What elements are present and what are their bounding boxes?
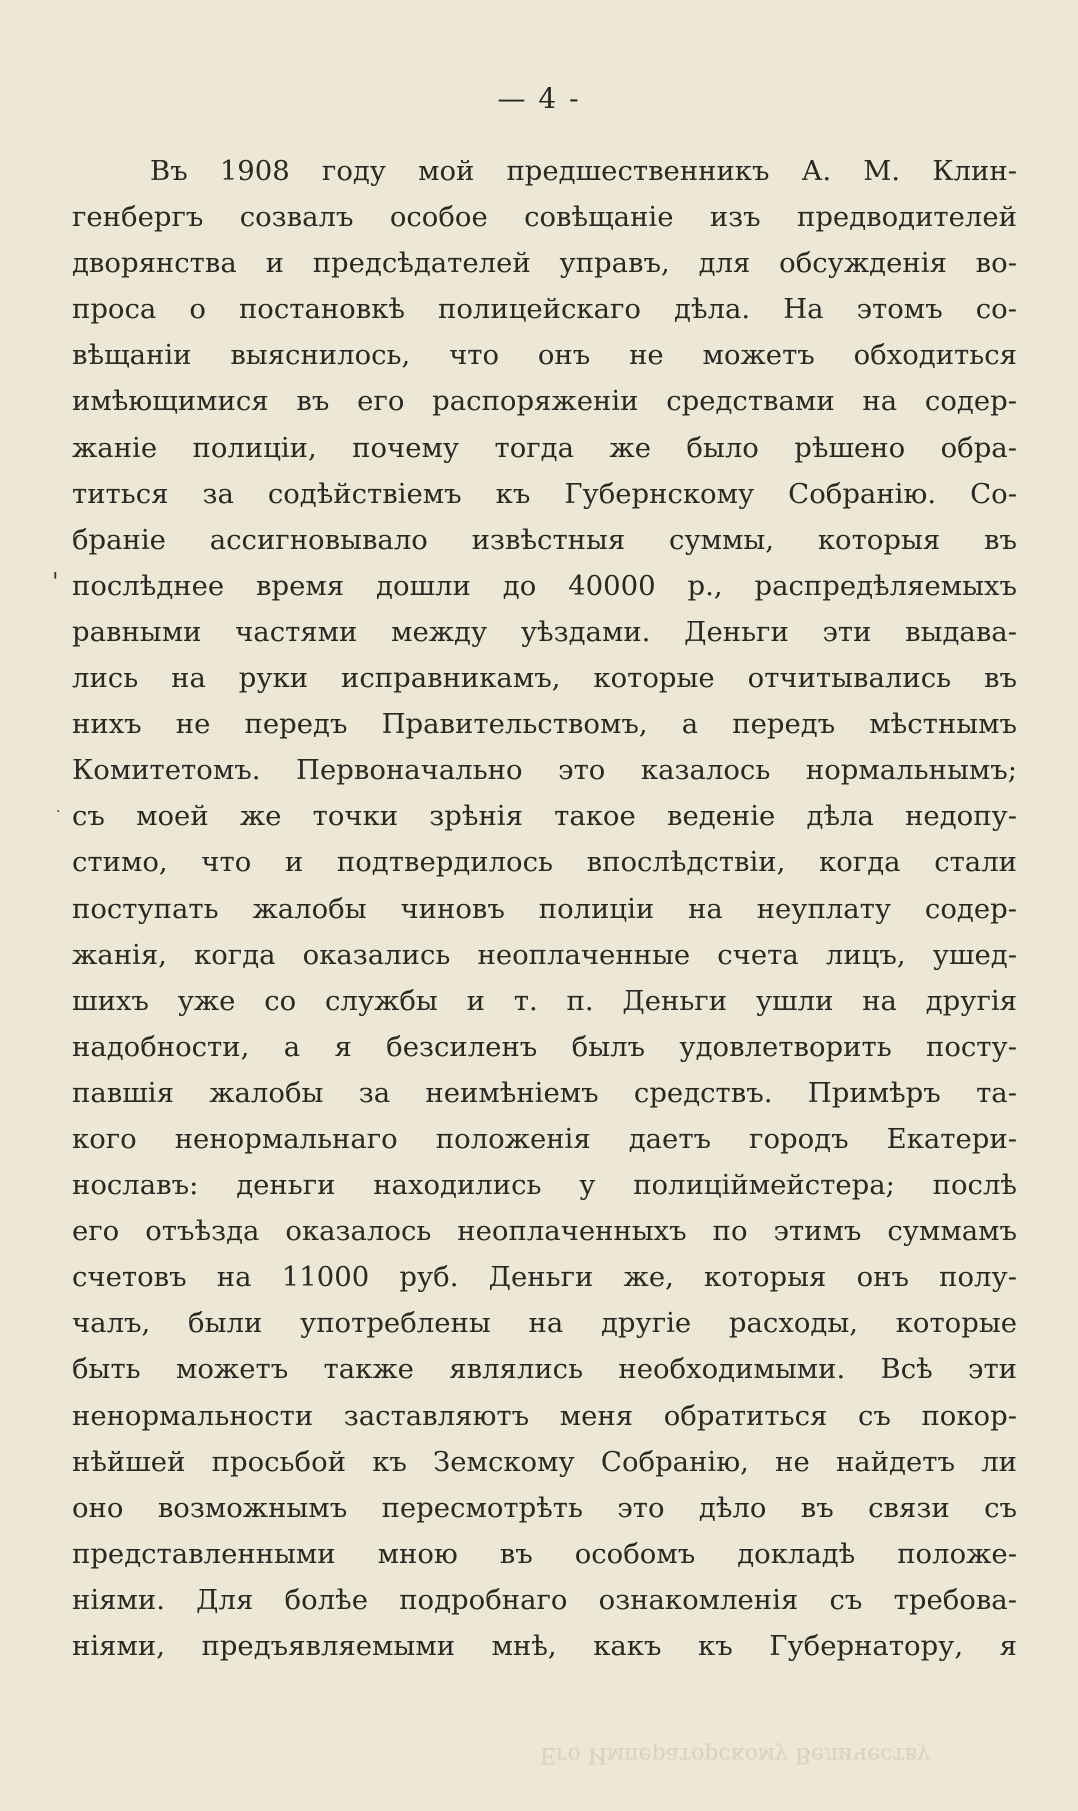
text-line: павшія жалобы за неимѣніемъ средствъ. Примѣръ та- — [72, 1076, 1017, 1109]
text-line: ненормальности заставляютъ меня обратиться съ покор- — [72, 1399, 1017, 1432]
text-line: его отъѣзда оказалось неоплаченныхъ по этимъ суммамъ — [72, 1215, 1017, 1248]
text-line: представленными мною въ особомъ докладѣ положе- — [72, 1537, 1017, 1570]
text-line: дворянства и предсѣдателей управъ, для обсужденія во- — [72, 247, 1017, 280]
page-number: — 4 - — [497, 82, 581, 115]
text-line: имѣющимися въ его распоряженіи средствами на содер- — [72, 385, 1017, 418]
text-line: браніе ассигновывало извѣстныя суммы, которыя въ — [72, 523, 1017, 556]
text-line: Въ 1908 году мой предшественникъ А. М. Клин- — [150, 155, 1017, 187]
text-line: стимо, что и подтвердилось впослѣдствіи, когда стали — [72, 846, 1017, 879]
text-line: кого ненормальнаго положенія даетъ городъ Екатери- — [72, 1122, 1017, 1155]
text-line: лись на руки исправникамъ, которые отчитывались въ — [72, 662, 1017, 695]
bleed-through-text: Его Императорскому Величеству — [540, 1742, 931, 1767]
text-line: равными частями между уѣздами. Деньги эти выдава- — [72, 615, 1017, 648]
text-line: ніями. Для болѣе подробнаго ознакомленія съ требова- — [72, 1583, 1017, 1616]
text-line: ніями, предъявляемыми мнѣ, какъ къ Губернатору, я — [72, 1630, 1017, 1662]
text-line: вѣщаніи выяснилось, что онъ не можетъ обходиться — [72, 339, 1017, 372]
text-line: поступать жалобы чиновъ полиціи на неуплату содер- — [72, 892, 1017, 925]
text-line: нихъ не передъ Правительствомъ, а передъ мѣстнымъ — [72, 708, 1017, 741]
text-line: оно возможнымъ пересмотрѣть это дѣло въ связи съ — [72, 1491, 1017, 1524]
margin-mark: ' — [52, 568, 59, 596]
text-line: надобности, а я безсиленъ былъ удовлетворить посту- — [72, 1030, 1017, 1063]
text-line: Комитетомъ. Первоначально это казалось нормальнымъ; — [72, 754, 1017, 787]
text-line: чалъ, были употреблены на другіе расходы, которые — [72, 1307, 1017, 1340]
text-line: счетовъ на 11000 руб. Деньги же, которыя онъ полу- — [72, 1261, 1017, 1294]
text-line: съ моей же точки зрѣнія такое веденіе дѣла недопу- — [72, 800, 1017, 833]
text-line: нѣйшей просьбой къ Земскому Собранію, не найдетъ ли — [72, 1445, 1017, 1478]
text-line: титься за содѣйствіемъ къ Губернскому Собранію. Со- — [72, 477, 1017, 510]
text-line: быть можетъ также являлись необходимыми. Всѣ эти — [72, 1353, 1017, 1386]
text-line: проса о постановкѣ полицейскаго дѣла. На этомъ со- — [72, 293, 1017, 326]
text-line: жаніе полиціи, почему тогда же было рѣшено обра- — [72, 431, 1017, 464]
text-line: нославъ: деньги находились у полиціймейстера; послѣ — [72, 1169, 1017, 1202]
text-line: генбергъ созвалъ особое совѣщаніе изъ предводителей — [72, 201, 1017, 234]
text-line: жанія, когда оказались неоплаченные счета лицъ, ушед- — [72, 938, 1017, 971]
text-line: шихъ уже со службы и т. п. Деньги ушли на другія — [72, 984, 1017, 1017]
margin-mark: . — [56, 800, 61, 816]
text-line: послѣднее время дошли до 40000 р., распредѣляемыхъ — [72, 569, 1017, 602]
body-paragraph — [72, 148, 1017, 1669]
